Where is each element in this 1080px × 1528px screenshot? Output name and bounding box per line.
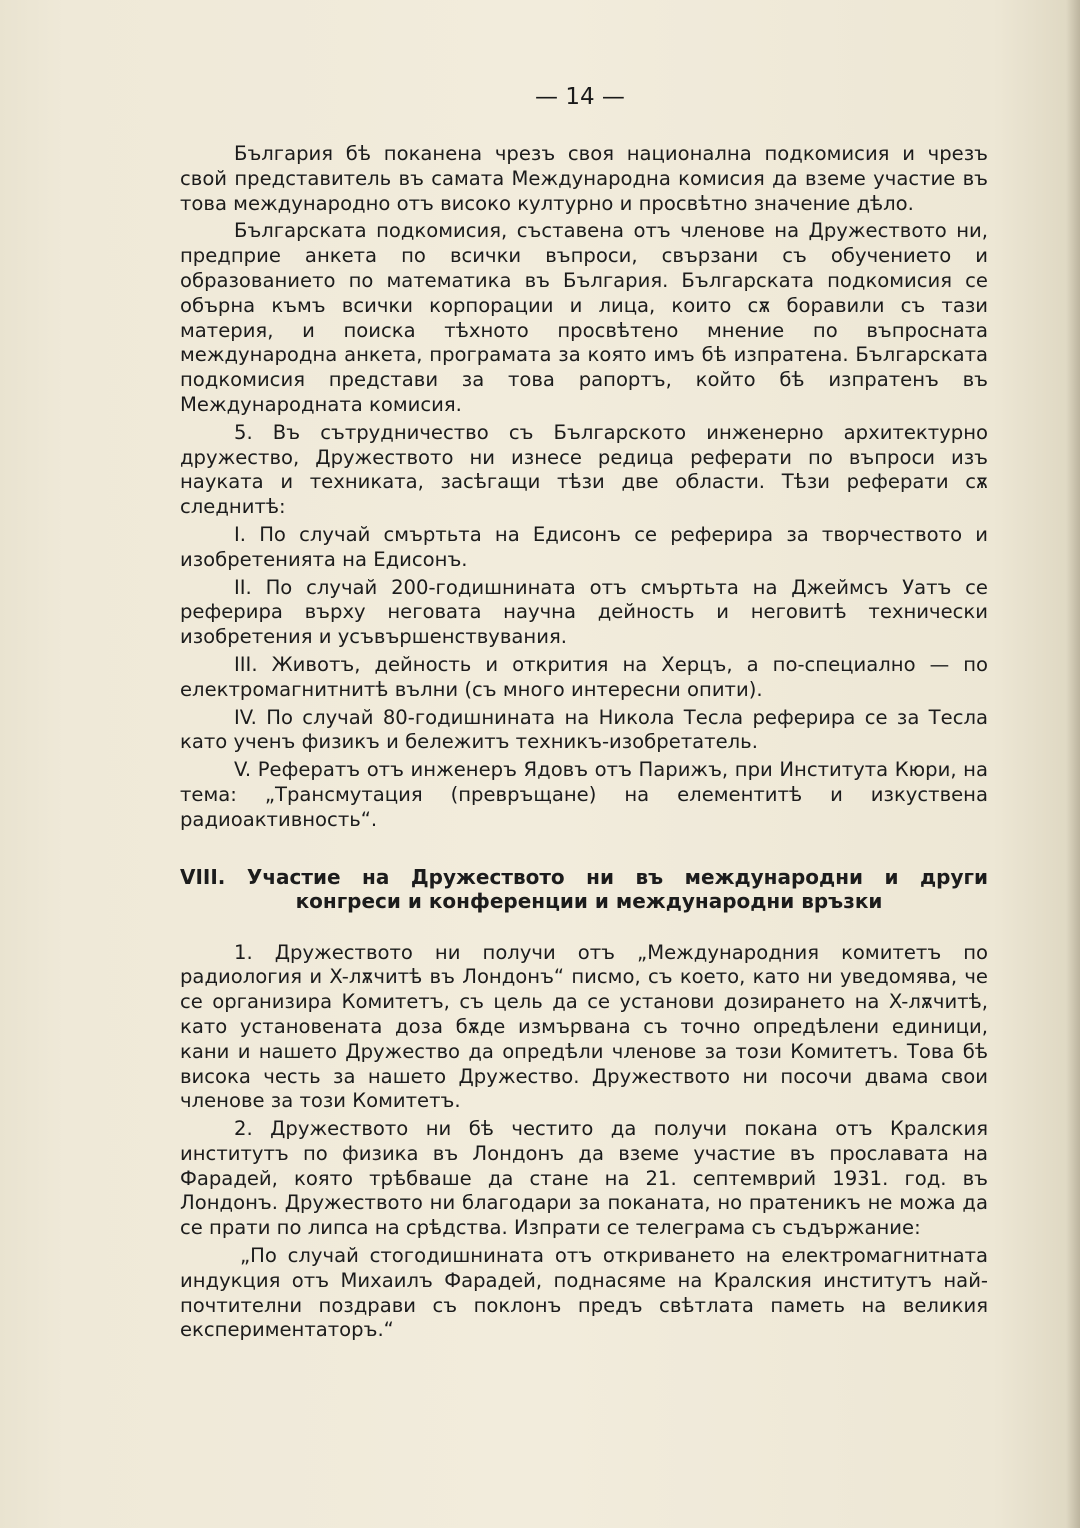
paragraph-subcommission: Българската подкомисия, съставена отъ членове на Дружеството ни, предприе анкета по всички въпроси, свързани съ обучението и образованието по математика въ България. Българската подкомисия се обърна къмъ всички корпорации и лица, които сѫ боравили съ тази материя, и поиска тѣхното просвѣтено мнение по въпросната международна анкета, програмата за която имъ бѣ изпратена. Българската подкомисия представи за това рапортъ, който бѣ изпратенъ въ Международната комисия. [180, 219, 988, 416]
paragraph-faraday-invitation: 2. Дружеството ни бѣ честито да получи покана отъ Кралския институтъ по физика въ Лондонъ да вземе участие въ прославата на Фарадей, която трѣбваше да стане на 21. септемврий 1931. год. въ Лондонъ. Дружеството ни благодари за поканата, но пратеникъ не можа да се прати по липса на срѣдства. Изпрати се телеграма съ съдържание: [180, 1117, 988, 1240]
section-heading-line2: конгреси и конференции и международни връзки [295, 888, 883, 913]
referat-item-tesla: IV. По случай 80-годишнината на Никола Тесла реферира се за Тесла като ученъ физикъ и бележитъ техникъ-изобретатель. [180, 705, 988, 754]
section-heading-line1: VIII. Участие на Дружеството ни въ международни и други [180, 864, 988, 889]
telegram-quote: „По случай стогодишнината отъ откриването на електромагнитната индукция отъ Михаилъ Фарадей, поднасяме на Кралския институтъ най-почтителни поздрави съ поклонъ предъ свѣтлата паметь на великия експериментаторъ.“ [180, 1244, 988, 1342]
page-body [180, 142, 988, 1346]
page-edge-shadow [1066, 0, 1080, 1528]
referat-item-curie: V. Рефератъ отъ инженеръ Ядовъ отъ Парижъ, при Института Кюри, на тема: „Трансмутация (превръщане) на елементитѣ и изкуствена радиоактивность“. [180, 758, 988, 831]
referat-item-hertz: III. Животъ, дейность и открития на Херцъ, а по-специално — по електромагнитнитѣ вълни (съ много интересни опити). [180, 652, 988, 701]
paragraph-invitation: България бѣ поканена чрезъ своя национална подкомисия и чрезъ свой представитель въ самата Международна комисия да вземе участие въ това международно отъ високо културно и просвѣтно значение дѣло. [180, 142, 988, 215]
page-number: — 14 — [535, 84, 625, 110]
paragraph-cooperation: 5. Въ сътрудничество съ Българското инженерно архитектурно дружество, Дружеството ни изнесе редица реферати по въпроси изъ науката и техниката, засѣгащи тѣзи две области. Тѣзи реферати сѫ следнитѣ: [180, 420, 988, 519]
paragraph-radiology-committee: 1. Дружеството ни получи отъ „Международния комитетъ по радиология и X-лѫчитѣ въ Лондонъ“ писмо, съ което, като ни уведомява, че се организира Комитетъ, съ цель да се установи дозирането на X-лѫчитѣ, като установената доза бѫде измървана съ точно опредѣлени единици, кани и нашето Дружество да опредѣли членове за този Комитетъ. Това бѣ висока честь за нашето Дружество. Дружеството ни посочи двама свои членове за този Комитетъ. [180, 940, 988, 1113]
referat-item-watt: II. По случай 200-годишнината отъ смъртьта на Джеймсъ Уатъ се реферира върху неговата научна дейность и неговитѣ технически изобретения и усъвършенствувания. [180, 575, 988, 649]
section-heading [180, 865, 988, 913]
referat-item-edison: I. По случай смъртьта на Едисонъ се реферира за творчеството и изобретенията на Едисонъ. [180, 522, 988, 571]
